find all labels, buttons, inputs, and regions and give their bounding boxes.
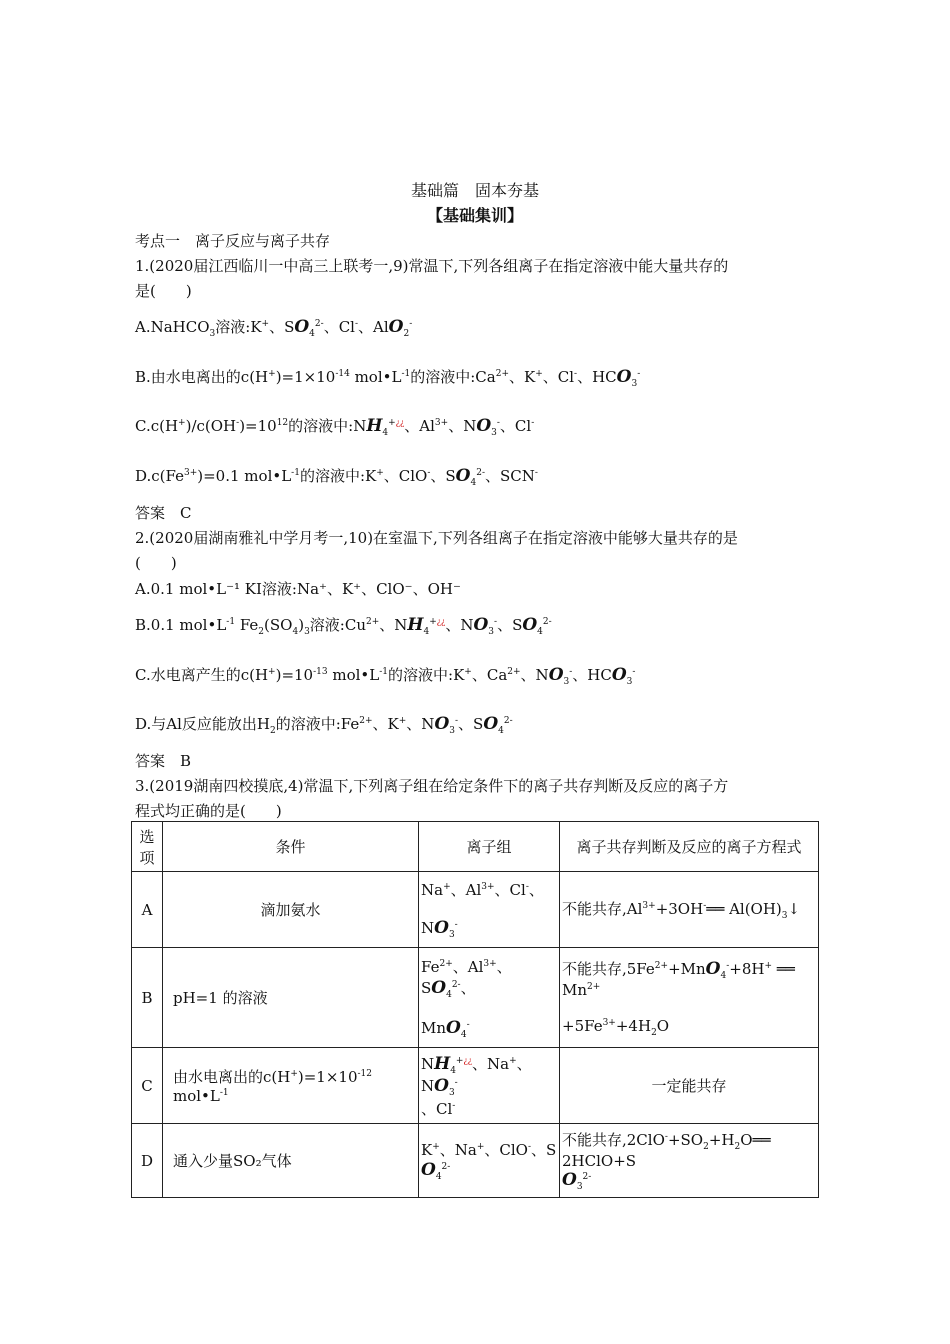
q2-stem-2: ( )	[135, 554, 177, 572]
table-row	[132, 1124, 819, 1198]
q1-answer: 答案 C	[135, 504, 192, 522]
q1-stem: 1.(2020届江西临川一中高三上联考一,9)常温下,下列各组离子在指定溶液中能大量共存的	[135, 257, 729, 275]
q2-option-a: A.0.1 mol•L⁻¹ KI溶液:Na⁺、K⁺、ClO⁻、OH⁻	[135, 580, 461, 598]
row-b-judgement: 不能共存$,5Fe^{2+}+MnO_4^-+8H^+$ ══ $Mn^{2+}$ $+5Fe^{3+}+4H_2O$	[560, 948, 819, 1048]
row-c-ions: $NH_4^{+¿¿}$、Na+、$NO_3^-$ 、Cl-	[419, 1048, 560, 1124]
row-a-option: A	[132, 872, 163, 948]
table-header-row	[132, 822, 819, 872]
q2-option-c: C.水电离产生的$c(H^+)=10^{-13}$ $mol•L^{-1}$的溶液中:K+、$Ca^{2+}$、$NO_3^-$、$HCO_3^-$	[135, 665, 636, 687]
table-row	[132, 1048, 819, 1124]
row-b-option: B	[132, 948, 163, 1048]
row-c-judgement: 一定能共存	[560, 1048, 819, 1124]
q2-answer: 答案 B	[135, 752, 192, 770]
row-b-condition: pH=1 的溶液	[163, 948, 419, 1048]
section-heading: 考点一 离子反应与离子共存	[135, 232, 331, 250]
header-condition: 条件	[163, 822, 419, 872]
row-b-ions: $Fe^{2+}$、$Al^{3+}$、$SO_4^{2-}$、 MnO$_4$-	[419, 948, 560, 1048]
table-row	[132, 948, 819, 1048]
q2-option-b: B.0.1 $mol•L^{-1}$ $Fe_2(SO_4)_3$溶液$:Cu^{2+}$、$NH_4^{+¿¿}$、$NO_3^-$、$SO_4^{2-}$	[135, 615, 552, 637]
q3-stem-2: 程式均正确的是( )	[135, 802, 282, 820]
page-subtitle: 【基础集训】	[426, 206, 523, 225]
row-c-condition: 由水电离出的$c(H^+)=1\times 10^{-12}$ $mol•L^{-1}$	[163, 1048, 419, 1124]
row-a-judgement: 不能共存$,Al^{3+}+3OH^-══$ $Al(OH)_3↓$	[560, 872, 819, 948]
q1-stem-2: 是( )	[135, 282, 192, 300]
header-judgement: 离子共存判断及反应的离子方程式	[560, 822, 819, 872]
row-a-ions: Na+、$Al^{3+}$、Cl-、 $NO_3^-$	[419, 872, 560, 948]
row-d-ions: K+、Na+、ClO-、S $O_4^{2-}$	[419, 1124, 560, 1198]
row-d-option: D	[132, 1124, 163, 1198]
q3-table	[131, 821, 819, 1198]
q2-option-d: D.与Al反应能放出$H_2$的溶液中$:Fe^{2+}$、K+、$NO_3^-$、$SO_4^{2-}$	[135, 714, 513, 736]
q1-option-d: $D.c(Fe^{3+})=0.1$ $mol•L^{-1}$的溶液中:K+、ClO-、$SO_4^{2-}$、SCN-	[135, 466, 538, 488]
q1-option-c: $C.c(H^+)/c(OH^-)=10^{12}$的溶液中$:NH_4^{+¿¿}$、$Al^{3+}$、$NO_3^-$、Cl-	[135, 416, 535, 438]
header-option: 选项	[132, 822, 163, 872]
q3-stem: 3.(2019湖南四校摸底,4)常温下,下列离子组在给定条件下的离子共存判断及反应的离子方	[135, 777, 729, 795]
row-c-option: C	[132, 1048, 163, 1124]
q1-option-a: A.NaHCO$_3$溶液:K+、$SO_4^{2-}$、Cl-、AlO$_2$-	[135, 317, 413, 339]
q1-option-b: B.由水电离出的$c(H^+)=1\times 10^{-14}$ $mol•L^{-1}$的溶液中$:Ca^{2+}$、K+、Cl-、$HCO_3^-$	[135, 367, 641, 389]
row-d-condition: 通入少量SO₂气体	[163, 1124, 419, 1198]
row-a-condition: 滴加氨水	[163, 872, 419, 948]
q2-stem: 2.(2020届湖南雅礼中学月考一,10)在室温下,下列各组离子在指定溶液中能够大量共存的是	[135, 529, 738, 547]
page-title: 基础篇 固本夯基	[410, 181, 539, 200]
header-ions: 离子组	[419, 822, 560, 872]
table-row	[132, 872, 819, 948]
row-d-judgement: 不能共存$,2ClO^-+SO_2+H_2O══$ 2HClO+S $O_3^{2-}$	[560, 1124, 819, 1198]
